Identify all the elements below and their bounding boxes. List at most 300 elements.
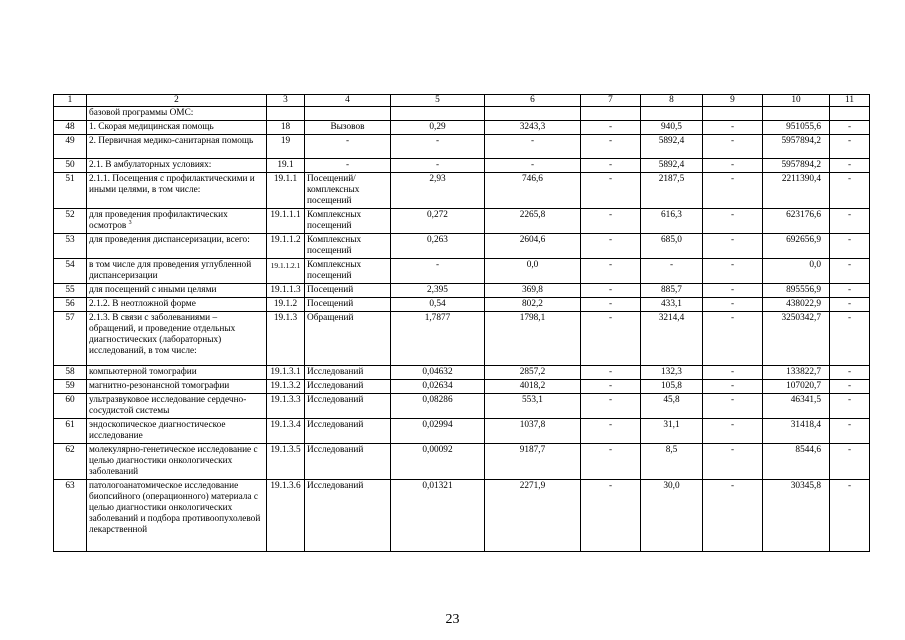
description-cell-text: 2.1.3. В связи с заболеваниями – обращений, и проведение отдельных диагностических (лабораторных) исследований, в том числе: — [89, 313, 236, 356]
cost-cell — [485, 173, 581, 209]
table-row — [54, 234, 870, 259]
col11-cell-text: - — [847, 122, 852, 132]
volume-cell — [391, 312, 485, 366]
code-cell — [267, 135, 305, 159]
table-row — [54, 121, 870, 135]
col8-cell-text: 5892,4 — [658, 160, 685, 170]
header-cell: 6 — [485, 95, 581, 107]
volume-cell — [391, 209, 485, 234]
col8-cell-text: 885,7 — [661, 285, 682, 295]
description-cell-text: для посещений с иными целями — [89, 285, 217, 295]
row-number-cell-text: 50 — [65, 160, 75, 170]
unit-cell-text: Комплексных посещений — [307, 260, 362, 281]
col11-cell-text: - — [847, 260, 852, 270]
table-row — [54, 419, 870, 444]
col11-cell-text: - — [847, 367, 852, 377]
row-number-cell-text: 53 — [65, 235, 75, 245]
row-number-cell-text: 54 — [65, 260, 75, 270]
col10-cell — [763, 366, 830, 380]
description-cell — [87, 480, 267, 552]
col8-cell — [641, 259, 703, 284]
unit-cell-text: Исследований — [307, 395, 364, 405]
unit-cell — [305, 159, 391, 173]
code-cell — [267, 259, 305, 284]
cost-cell — [485, 159, 581, 173]
row-number-cell — [54, 366, 87, 380]
col10-cell — [763, 480, 830, 552]
col11-cell-text: - — [847, 210, 852, 220]
volume-cell — [391, 135, 485, 159]
col7-cell — [581, 159, 641, 173]
col11-cell-text: - — [847, 420, 852, 430]
col7-cell — [581, 298, 641, 312]
row-number-cell-text: 55 — [65, 285, 75, 295]
volume-cell — [391, 121, 485, 135]
code-cell-text: 19.1.1.2.1 — [270, 261, 301, 270]
continuation-row — [54, 107, 870, 121]
col10-cell — [763, 419, 830, 444]
col11-cell-text: - — [847, 174, 852, 184]
volume-cell — [391, 259, 485, 284]
col9-cell-text: - — [730, 481, 735, 491]
page-number: 23 — [445, 612, 460, 627]
col9-cell — [703, 298, 763, 312]
description-cell-text: ультразвуковое исследование сердечно-сосудистой системы — [89, 395, 247, 416]
cost-cell — [485, 394, 581, 419]
cost-cell — [485, 298, 581, 312]
code-cell — [267, 298, 305, 312]
col7-cell — [581, 121, 641, 135]
row-number-cell-text: 56 — [65, 299, 75, 309]
col7-cell-text: - — [608, 381, 613, 391]
col9-cell-text: - — [730, 285, 735, 295]
cost-cell-text: 802,2 — [522, 299, 543, 309]
col10-cell — [763, 135, 830, 159]
volume-cell-text: 0,54 — [429, 299, 446, 309]
col8-cell-text: 940,5 — [661, 122, 682, 132]
cost-cell-text: 4018,2 — [519, 381, 546, 391]
col11-cell — [830, 380, 870, 394]
table-row — [54, 135, 870, 159]
col8-cell — [641, 380, 703, 394]
unit-cell-text: Посещений/комплексных посещений — [307, 174, 360, 206]
row-number-cell — [54, 159, 87, 173]
row-number-cell — [54, 312, 87, 366]
header-cell: 8 — [641, 95, 703, 107]
volume-cell — [391, 444, 485, 480]
col11-cell-text: - — [847, 285, 852, 295]
col10-cell-text: 951055,6 — [786, 122, 821, 132]
col11-cell — [830, 259, 870, 284]
col9-cell — [703, 284, 763, 298]
description-cell — [87, 380, 267, 394]
col10-cell-text: 133822,7 — [786, 367, 821, 377]
col7-cell-text: - — [608, 395, 613, 405]
col9-cell-text: - — [730, 260, 735, 270]
col10-cell — [763, 380, 830, 394]
col11-cell — [830, 121, 870, 135]
table-row — [54, 298, 870, 312]
col7-cell-text: - — [608, 136, 613, 146]
col10-cell — [763, 444, 830, 480]
unit-cell — [305, 394, 391, 419]
unit-cell — [305, 419, 391, 444]
cost-cell-text: 9187,7 — [519, 445, 546, 455]
col9-cell — [703, 135, 763, 159]
col10-cell-text: 30345,8 — [790, 481, 821, 491]
unit-cell — [305, 480, 391, 552]
col8-cell-text: 30,0 — [663, 481, 680, 491]
col11-cell — [830, 480, 870, 552]
row-number-cell-text: 52 — [65, 210, 75, 220]
description-cell-text: компьютерной томографии — [89, 367, 197, 377]
description-cell-text: 2.1. В амбулаторных условиях: — [89, 160, 212, 170]
row-number-cell — [54, 209, 87, 234]
volume-cell — [391, 284, 485, 298]
unit-cell-text: Исследований — [307, 420, 364, 430]
col7-cell — [581, 480, 641, 552]
col8-cell — [641, 209, 703, 234]
code-cell — [267, 209, 305, 234]
cost-cell — [485, 419, 581, 444]
unit-cell-text: Посещений — [307, 299, 354, 309]
cost-cell — [485, 209, 581, 234]
unit-cell-text: Комплексных посещений — [307, 210, 362, 231]
description-cell — [87, 209, 267, 234]
col7-cell — [581, 380, 641, 394]
description-cell-text: для проведения профилактических осмотров — [89, 210, 228, 231]
table-body — [54, 107, 870, 552]
col8-cell — [641, 366, 703, 380]
col7-cell — [581, 135, 641, 159]
col8-cell-text: 31,1 — [663, 420, 680, 430]
row-number-cell-text: 60 — [65, 395, 75, 405]
cost-cell — [485, 366, 581, 380]
col11-cell — [830, 366, 870, 380]
table-row — [54, 366, 870, 380]
cost-cell — [485, 312, 581, 366]
col10-cell — [763, 298, 830, 312]
code-cell — [267, 312, 305, 366]
table-row — [54, 173, 870, 209]
col8-cell — [641, 394, 703, 419]
header-cell: 9 — [703, 95, 763, 107]
col11-cell — [830, 234, 870, 259]
volume-cell-text: - — [435, 160, 440, 170]
description-cell-text: в том числе для проведения углубленной диспансеризации — [89, 260, 252, 281]
col8-cell-text: 45,8 — [663, 395, 680, 405]
description-cell-text: для проведения диспансеризации, всего: — [89, 235, 250, 245]
code-cell-text: 19.1.1.2 — [270, 235, 301, 245]
col9-cell-text: - — [730, 367, 735, 377]
unit-cell-text: Комплексных посещений — [307, 235, 362, 256]
cost-cell — [485, 135, 581, 159]
code-cell-text: 19.1.3 — [273, 313, 298, 323]
code-cell — [267, 159, 305, 173]
col10-cell-text: 46341,5 — [790, 395, 821, 405]
row-number-cell-text: 63 — [65, 481, 75, 491]
col8-cell-text: 433,1 — [661, 299, 682, 309]
unit-cell — [305, 366, 391, 380]
col7-cell-text: - — [608, 367, 613, 377]
col7-cell-text: - — [608, 260, 613, 270]
col9-cell-text: - — [730, 210, 735, 220]
cost-cell — [485, 380, 581, 394]
col8-cell-text: 685,0 — [661, 235, 682, 245]
col7-cell-text: - — [608, 122, 613, 132]
col10-cell — [763, 209, 830, 234]
col8-cell — [641, 234, 703, 259]
col7-cell — [581, 419, 641, 444]
cost-cell — [485, 259, 581, 284]
col9-cell — [703, 234, 763, 259]
volume-cell-text: - — [435, 260, 440, 270]
col10-cell — [763, 284, 830, 298]
col7-cell — [581, 234, 641, 259]
col9-cell — [703, 259, 763, 284]
code-cell — [267, 480, 305, 552]
row-number-cell — [54, 394, 87, 419]
unit-cell-text: - — [345, 160, 350, 170]
col11-cell — [830, 284, 870, 298]
col11-cell — [830, 419, 870, 444]
row-number-cell-text: 51 — [65, 174, 75, 184]
col10-cell-text: 3250342,7 — [781, 313, 821, 323]
description-cell-text: молекулярно-генетическое исследование с целью диагностики онкологических заболеваний — [89, 445, 258, 477]
volume-cell-text: - — [435, 136, 440, 146]
cost-cell-text: 1037,8 — [519, 420, 546, 430]
header-cell: 7 — [581, 95, 641, 107]
col9-cell-text: - — [730, 160, 735, 170]
header-cell: 10 — [763, 95, 830, 107]
col11-cell-text: - — [847, 235, 852, 245]
description-cell-text: 2.1.1. Посещения с профилактическими и иными целями, в том числе: — [89, 174, 255, 195]
cost-cell — [485, 444, 581, 480]
col11-cell-text: - — [847, 313, 852, 323]
description-cell — [87, 173, 267, 209]
col7-cell-text: - — [608, 285, 613, 295]
cost-cell-text: 1798,1 — [519, 313, 546, 323]
code-cell-text: 19.1.3.5 — [270, 445, 301, 455]
table-row — [54, 284, 870, 298]
table-row — [54, 480, 870, 552]
cost-cell — [485, 480, 581, 552]
code-cell-text: 19.1.3.1 — [270, 367, 301, 377]
col10-cell-text: 623176,6 — [786, 210, 821, 220]
row-number-cell — [54, 234, 87, 259]
col10-cell — [763, 234, 830, 259]
volume-cell — [391, 173, 485, 209]
row-number-cell-text: 57 — [65, 313, 75, 323]
row-number-cell-text: 58 — [65, 367, 75, 377]
unit-cell — [305, 298, 391, 312]
code-cell — [267, 394, 305, 419]
description-cell-text: патологоанатомическое исследование биопсийного (операционного) материала с целью диагностики онкологических заболеваний и подбора противоопухолевой лекарственной — [89, 481, 261, 535]
unit-cell-text: - — [345, 136, 350, 146]
header-cell: 4 — [305, 95, 391, 107]
row-number-cell — [54, 444, 87, 480]
cost-cell-text: 2857,2 — [519, 367, 546, 377]
col9-cell-text: - — [730, 299, 735, 309]
col7-cell — [581, 209, 641, 234]
col8-cell — [641, 312, 703, 366]
col8-cell — [641, 135, 703, 159]
volume-cell-text: 2,93 — [429, 174, 446, 184]
code-cell-text: 19.1.2 — [273, 299, 298, 309]
col11-cell — [830, 312, 870, 366]
col9-cell-text: - — [730, 122, 735, 132]
col8-cell — [641, 480, 703, 552]
volume-cell-text: 0,00092 — [422, 445, 453, 455]
col8-cell-text: 2187,5 — [658, 174, 685, 184]
description-cell-text: 2.1.2. В неотложной форме — [89, 299, 196, 309]
row-number-cell — [54, 284, 87, 298]
unit-cell — [305, 259, 391, 284]
header-cell: 3 — [267, 95, 305, 107]
col7-cell — [581, 366, 641, 380]
code-cell-text: 19.1.3.2 — [270, 381, 301, 391]
col8-cell-text: 616,3 — [661, 210, 682, 220]
col10-cell-text: 0,0 — [809, 260, 821, 270]
col11-cell-text: - — [847, 395, 852, 405]
description-cell-text: эндоскопическое диагностическое исследование — [89, 420, 226, 441]
table-row — [54, 159, 870, 173]
table-row — [54, 394, 870, 419]
description-cell-text: 2. Первичная медико-санитарная помощь — [89, 136, 254, 146]
col8-cell-text: 3214,4 — [658, 313, 685, 323]
col10-cell-text: 692656,9 — [786, 235, 821, 245]
row-number-cell-text: 59 — [65, 381, 75, 391]
header-cell: 2 — [87, 95, 267, 107]
volume-cell-text: 0,263 — [427, 235, 448, 245]
row-number-cell — [54, 135, 87, 159]
description-cell — [87, 159, 267, 173]
col10-cell-text: 2211390,4 — [781, 174, 821, 184]
col11-cell — [830, 209, 870, 234]
code-cell — [267, 234, 305, 259]
cost-cell — [485, 121, 581, 135]
table-row — [54, 380, 870, 394]
header-cell: 11 — [830, 95, 870, 107]
description-cell — [87, 419, 267, 444]
col11-cell — [830, 159, 870, 173]
col7-cell-text: - — [608, 313, 613, 323]
col9-cell — [703, 394, 763, 419]
volume-cell — [391, 419, 485, 444]
col7-cell-text: - — [608, 481, 613, 491]
cost-cell-text: - — [530, 136, 535, 146]
volume-cell-text: 0,02634 — [422, 381, 453, 391]
unit-cell-text: Посещений — [307, 285, 354, 295]
volume-cell-text: 2,395 — [427, 285, 448, 295]
code-cell — [267, 121, 305, 135]
description-cell — [87, 394, 267, 419]
col10-cell — [763, 394, 830, 419]
col9-cell — [703, 173, 763, 209]
cost-cell — [485, 284, 581, 298]
col9-cell-text: - — [730, 445, 735, 455]
col7-cell-text: - — [608, 210, 613, 220]
col8-cell-text: 105,8 — [661, 381, 682, 391]
description-cell-text: 1. Скорая медицинская помощь — [89, 122, 214, 132]
tariff-table — [53, 94, 870, 552]
row-number-cell-text: 61 — [65, 420, 75, 430]
col10-cell — [763, 121, 830, 135]
description-cell — [87, 135, 267, 159]
volume-cell-text: 0,29 — [429, 122, 446, 132]
unit-cell-text: Обращений — [307, 313, 354, 323]
description-cell-text: магнитно-резонансной томографии — [89, 381, 230, 391]
col10-cell-text: 107020,7 — [786, 381, 821, 391]
col8-cell — [641, 173, 703, 209]
footnote-marker: 3 — [128, 219, 132, 226]
unit-cell-text: Исследований — [307, 367, 364, 377]
volume-cell-text: 0,272 — [427, 210, 448, 220]
table-row — [54, 259, 870, 284]
col7-cell — [581, 394, 641, 419]
volume-cell-text: 0,04632 — [422, 367, 453, 377]
col8-cell — [641, 284, 703, 298]
row-number-cell — [54, 298, 87, 312]
header-cell: 5 — [391, 95, 485, 107]
row-number-cell — [54, 121, 87, 135]
col9-cell-text: - — [730, 381, 735, 391]
cost-cell-text: 3243,3 — [519, 122, 546, 132]
cost-cell-text: 553,1 — [522, 395, 543, 405]
volume-cell-text: 1,7877 — [424, 313, 451, 323]
col9-cell-text: - — [730, 420, 735, 430]
row-number-cell-text: 48 — [65, 122, 75, 132]
col10-cell-text: 438022,9 — [786, 299, 821, 309]
volume-cell-text: 0,01321 — [422, 481, 453, 491]
col10-cell-text: 5957894,2 — [781, 136, 821, 146]
row-number-cell — [54, 259, 87, 284]
col10-cell-text: 8544,6 — [795, 445, 821, 455]
table-row — [54, 444, 870, 480]
col9-cell — [703, 380, 763, 394]
col11-cell — [830, 394, 870, 419]
description-cell — [87, 284, 267, 298]
volume-cell-text: 0,02994 — [422, 420, 453, 430]
col10-cell-text: 31418,4 — [790, 420, 821, 430]
table-row — [54, 312, 870, 366]
col8-cell — [641, 121, 703, 135]
col7-cell-text: - — [608, 174, 613, 184]
header-cell: 1 — [54, 95, 87, 107]
volume-cell-text: 0,08286 — [422, 395, 453, 405]
col9-cell — [703, 480, 763, 552]
col11-cell — [830, 298, 870, 312]
col11-cell-text: - — [847, 136, 852, 146]
code-cell — [267, 173, 305, 209]
unit-cell — [305, 380, 391, 394]
description-cell — [87, 259, 267, 284]
col10-cell-text: 5957894,2 — [781, 160, 821, 170]
col9-cell — [703, 209, 763, 234]
volume-cell — [391, 394, 485, 419]
unit-cell — [305, 209, 391, 234]
continuation-text: базовой программы ОМС: — [87, 107, 267, 121]
row-number-cell — [54, 380, 87, 394]
volume-cell — [391, 366, 485, 380]
cost-cell — [485, 234, 581, 259]
code-cell — [267, 366, 305, 380]
col8-cell — [641, 419, 703, 444]
code-cell-text: 19.1.1.1 — [270, 210, 301, 220]
col10-cell — [763, 312, 830, 366]
cost-cell-text: 2604,6 — [519, 235, 546, 245]
unit-cell — [305, 173, 391, 209]
